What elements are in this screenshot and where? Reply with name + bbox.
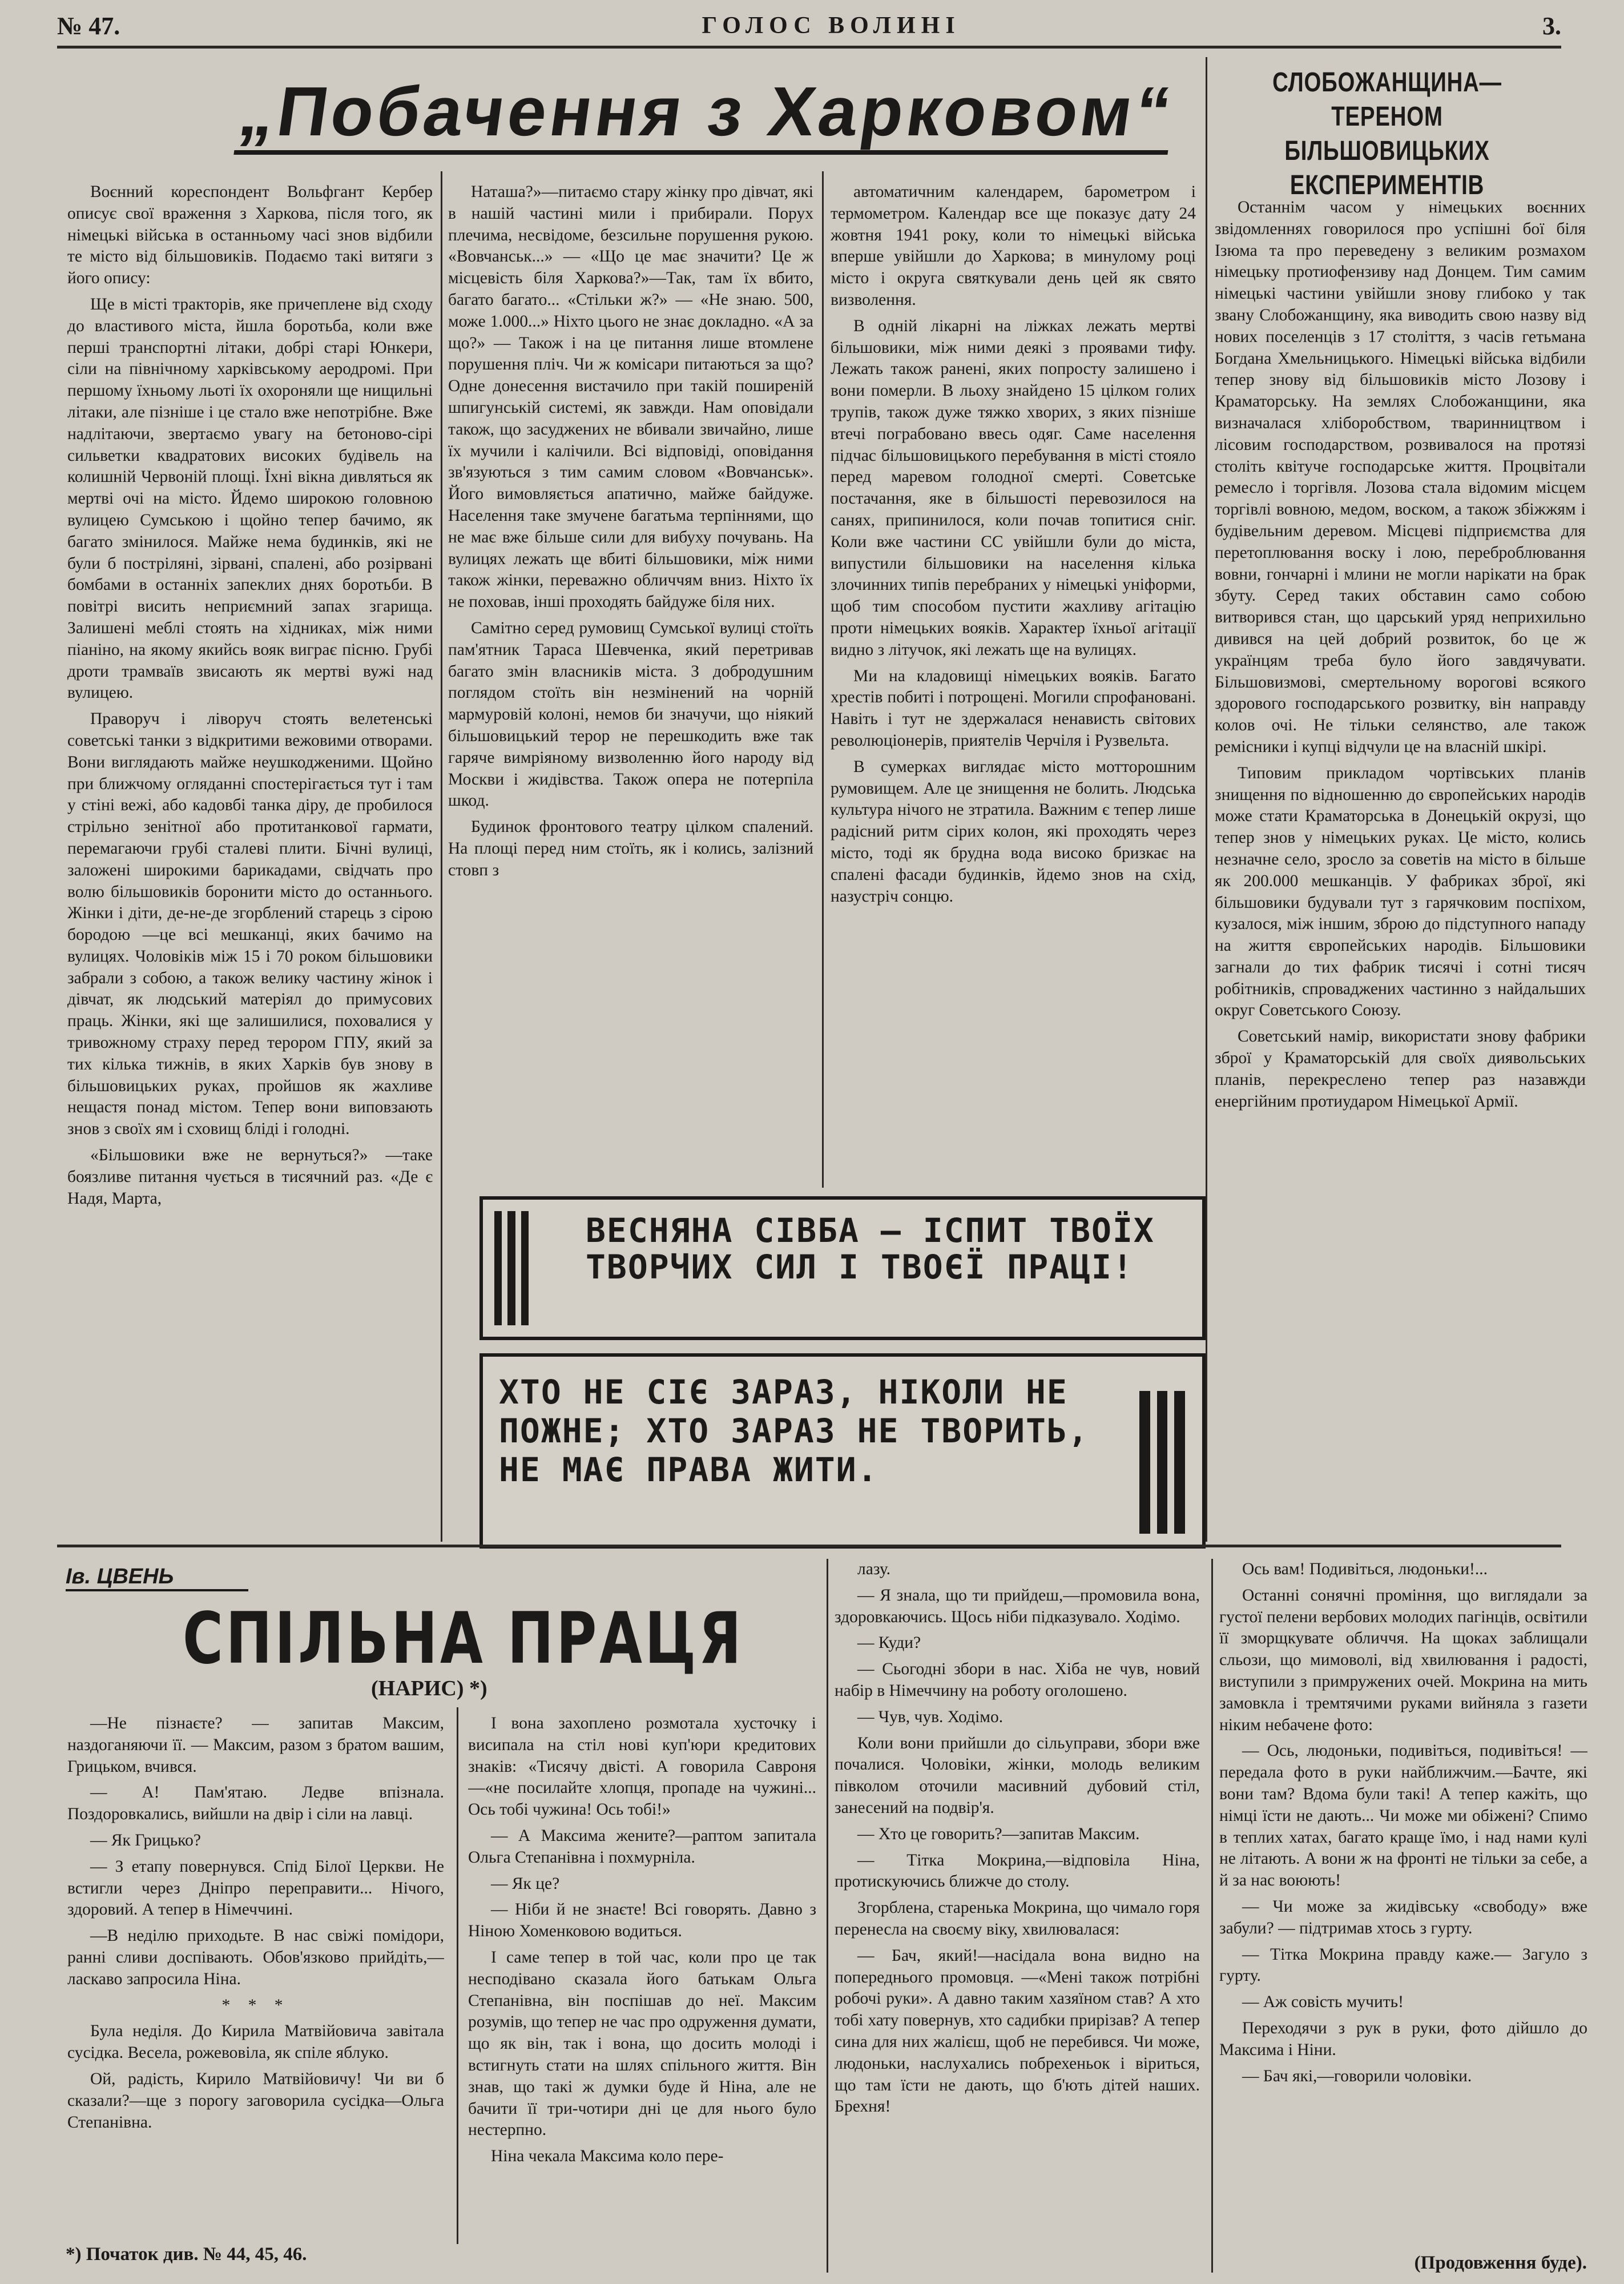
side-article-body [1215,197,1586,1542]
main-article-paragraph: Ми на кладовищі німецьких вояків. Багато хрестів побиті і потрощені. Могили спрофановані. Навіть і тут не здержалася ненависть світових революціонерів, приятелів Черчіля і Рузвельта. [831,666,1196,750]
story-author: Ів. ЦВЕНЬ [66,1565,248,1591]
story-paragraph: — Ось, людоньки, подивіться, подивіться! — передала фото в руки найближчим.—Бачте, які вони там? Вдома були такі! А тепер кажіть, що німці їсти не дають... Чи може ми обіжені? Спимо в теплих хатах, багато краще їмо, і над нами кулі не літають. А вони ж на фронті не тільки за себе, а й за нас воюють! [1219,1742,1587,1890]
main-article-paragraph: Праворуч і ліворуч стоять велетенські советські танки з відкритими вежовими отворами. Вони виглядають майже неушкодженими. Щойно при ближчому огляданні спостерігається тут і там у стіні вежі, або кадовбі танка діру, де пробилося стрільно зенітної або протитанкової гармати, перемагаючи грубі сталеві плити. Бічні вулиці, заложені широкими барикадами, свідчать про волю більшовиків боронити місто до останнього. Жінки і діти, де-не-де згорблений старець з сірою бородою —це всі мешканці, яких бачимо на вулицях. Чоловіків між 15 і 70 роком більшовики забрали з собою, а також велику частину жінок і дівчат, як людський матеріял до примусових праць. Жінки, які ще залишилися, поховалися у тривожному страху перед терором ГПУ, який за тих кілька тижнів, в яких Харків був знову в більшовицьких руках, пройшов як жахливе нещастя понад містом. Тепер вони виповзають знов з своїх ям і сховищ бліді і голодні. [67,710,433,1139]
story-paragraph: — Чув, чув. Ходімо. [857,1707,1004,1726]
story-paragraph: * * * [221,1996,290,2014]
main-article-column-3 [831,182,1196,1175]
story-paragraph: Ніна чекала Максима коло пере- [491,2147,724,2166]
story-column-2 [468,1713,816,2273]
main-article-paragraph: Наташа?»—питаємо стару жінку про дівчат, які в нашій частині мили і прибирали. Порух плечима, несвідоме, безсильне порушення рукою. «Вовчанськ...» — «Що це має значити? Це ж місцевість біля Харкова?»—Так, там їх вбито, багато багато... «Стільки ж?» — «Не знаю. 500, може 1.000...» Ніхто цього не знає докладно. «А за що?» — Також і на це питання лише втомлене порушення пліч. Чи ж комісари питаються за що? Одне донесення вистачило при такій поширеній шпигунській системі, як завжди. Нам оповідали також, що засуджених не вбивали звичайно, лише їх мучили і калічили. Всі відповіді, оповідання зв'язуються з тим самим словом «Вовчанськ». Його вимовляється апатично, майже байдуже. Населення таке змучене багатьма терпіннями, що не має вже більше сили для вибуху почувань. На вулицях лежать ще вбиті більшовики, між ними також жінки, переважно обличчям вниз. Ніхто їх не поховав, інші проходять байдуже біля них. [448,183,813,612]
main-article-paragraph: «Більшовики вже не вернуться?» —таке боязливе питання чується в тисячний раз. «Де є Надя, Марта, [67,1146,433,1208]
story-paragraph: — Сьогодні збори в нас. Хіба не чув, новий набір в Німеччину на роботу оголошено. [835,1660,1200,1700]
story-column-4 [1219,1559,1587,2244]
main-article-paragraph: Воєнний кореспондент Вольфгант Кербер описує свої враження з Харкова, після того, як німецькі війська в останньому часі знов відбили те місто від більшовиків. Подаємо такі витяги з його опису: [67,183,433,288]
main-article-paragraph: автоматичним календарем, барометром і термометром. Календар все ще показує дату 24 жовтня 1941 року, коли то німецькі війська вперше увійшли до Харкова; в минулому році місто і округа святкували день цей як свято визволення. [831,183,1196,309]
slogan-box-spring-sowing [479,1196,1206,1340]
issue-number: № 47. [57,11,120,40]
story-paragraph: І саме тепер в той час, коли про це так несподівано сказала його батькам Ольга Степанівна, він поспішав до неї. Максим розумів, що тепер не час про одруження думати, що як він, так і вона, що досить молоді і встигнуть стати на шлях спільного життя. Він знав, що такі ж думки буде й Ніна, але не бачити її три-чотири дні це для нього було нестерпно. [468,1948,816,2140]
story-paragraph: Коли вони прийшли до сільуправи, збори вже почалися. Чоловіки, жінки, молодь великим півколом оточили масивний дубовий стіл, занесений на подвір'я. [835,1734,1200,1817]
story-subtitle: (НАРИС) *) [371,1676,487,1700]
story-paragraph: Ой, радість, Кирило Матвійовичу! Чи ви б сказали?—ще з порогу заговорила сусідка—Ольга Степанівна. [67,2069,444,2132]
main-article-paragraph: Ще в місті тракторів, яке причеплене від сходу до властивого міста, йшла боротьба, коли вже перші транспортні літаки, добрі старі Юнкери, сіли на північному харківському аеродромі. При першому їхньому льоті їх охороняли ще нищильні літаки, але пізніше і це стало вже непотрібне. Вже надлітаючи, звертаємо увагу на бетоново-сірі сильветки квадратових високих будівель на колишній Червоній площі. Їхні вікна дивляться як мертві очі на місто. Йдемо широкою головною вулицею Сумською і щойно тепер бачимо, як багато змінилося. Майже нема будинків, які не були б постріляні, зірвані, спалені, або розірвані бомбами в останніх запеклих днях боротьби. В повітрі висить неприємний запах згарища. Залишені меблі стоять на хідниках, між ними піаніно, на якому якийсь вояк виграє пісню. Грубі дроти трамваїв звисають як мертві вужі над вулицею. [67,295,433,702]
story-paragraph: — Куди? [857,1634,921,1652]
side-article-paragraph: Типовим прикладом чортівських планів знищення по відношенню до європейських народів може стати Краматорська в Донецькій окрузі, що тепер знов у німецьких руках. Це місто, колись незначне село, зросло за советів на місто в більше як 200.000 мешканців. У фабриках зброї, які більшовики будували тут з гарячковим поспіхом, кузалося, між іншим, зброю до підступного нападу на життя європейських народів. Більшовики загнали до тих фабрик тисячі і сотні тисяч робітників, спроваджених частинно з найдальших округ Советського Союзу. [1215,763,1586,1020]
main-article-paragraph: В одній лікарні на ліжках лежать мертві більшовики, між ними деякі з проявами тифу. Лежать також ранені, яких попросту залишено і вони померли. В льоху знайдено 15 цілком голих трупів, також дуже тяжко хворих, з яких пізніше втечі пограбовано ввесь одяг. Саме населення підчас більшовицького перебування в місті стояло перед маревом голодної смерті. Советське постачання, яке в більшості перевозилося на санях, припинилося, коли почав топитися сніг. Коли вже частини СС увійшли були до міста, випустили більшовики на населення кілька злочинних типів перебраних у німецькі уніформи, щоб тим способом пустити жахливу агітацію проти німецьких вояків. Характер їхньої агітації видно з літучок, які лежать ще на вулицях. [831,316,1196,659]
story-paragraph: — Як Грицько? [90,1831,201,1849]
story-paragraph: — Чи може за жидівську «свободу» вже забули? — підтримав хтось з гурту. [1219,1897,1587,1937]
column-divider [1206,57,1207,1542]
decorative-bars [494,1211,529,1325]
story-column-3 [835,1559,1200,2273]
column-divider [1211,1559,1213,2273]
slogan-text-2: ХТО НЕ СІЄ ЗАРАЗ, НІКОЛИ НЕ ПОЖНЕ; ХТО ЗАРАЗ НЕ ТВОРИТЬ, НЕ МАЄ ПРАВА ЖИТИ. [499,1373,1089,1489]
column-divider [827,1559,828,2273]
story-paragraph: — Бач, який!—насідала вона видно на попереднього промовця. —«Мені також потрібні робочі руки». А давно таким хазяїном став? А хто тобі хату повернув, хто садибки прирізав? А тепер сина для них жалієш, щоб не перебився. Чи може, людоньки, наслухались побрехеньок і віриться, що там їсти не дають, що б'ють дітей наших. Брехня! [835,1946,1200,2116]
story-paragraph: — Бач які,—говорили чоловіки. [1242,2066,1472,2085]
main-headline: „Побачення з Харковом“ [233,66,1045,157]
story-paragraph: — Тітка Мокрина,—відповіла Ніна, протискуючись ближче до столу. [835,1851,1200,1891]
story-paragraph: Була неділя. До Кирила Матвійовича завітала сусідка. Весела, рожевовіла, як спіле яблуко. [67,2022,444,2062]
main-article-paragraph: Самітно серед румовищ Сумської вулиці стоїть пам'ятник Тараса Шевченка, який перетривав багато змін власників міста. З добродушним поглядом стоїть він незмінений на чорній мармуровій колоні, немов би значучи, що ніякий більшовицький терор не перешкодить вже так гаряче вимріяному визволенню його народу від Москви і жидівства. Також опера не потерпіла шкод. [448,618,813,810]
story-footnote: *) Початок див. № 44, 45, 46. [66,2244,307,2265]
story-paragraph: — Тітка Мокрина правду каже.— Загуло з гурту. [1219,1945,1587,1985]
story-paragraph: Переходячи з рук в руки, фото дійшло до Максима і Ніни. [1219,2018,1587,2059]
column-divider [822,171,824,1188]
story-paragraph: —Не пізнаєте? — запитав Максим, наздоганяючи її. — Максим, разом з братом вашим, Грицьком, вчився. [67,1714,444,1776]
story-paragraph: — А Максима жените?—раптом запитала Ольга Степанівна і похмурніла. [468,1826,816,1867]
story-paragraph: — З етапу повернувся. Спід Білої Церкви. Не встигли через Дніпро переправити... Нічого, здоровий. А тепер в Німеччині. [67,1857,444,1919]
slogan-box-who-does-not-sow [479,1353,1206,1549]
main-article-paragraph: Будинок фронтового театру цілком спалений. На площі перед ним стоїть, як і колись, залізний стовп з [448,818,813,879]
side-article-paragraph: Советський намір, використати знову фабрики зброї у Краматорській для своїх диявольських планів, перекреслено тепер раз назавжди енергійним протиударом Німецької Армії. [1215,1027,1586,1111]
paper-name: ГОЛОС ВОЛИНІ [702,13,961,39]
story-continued: (Продовження буде). [1414,2253,1587,2273]
masthead [57,6,1561,49]
story-paragraph: Ось вам! Подивіться, людоньки!... [1242,1560,1488,1578]
section-divider [57,1545,1561,1547]
main-article-paragraph: В сумерках виглядає місто мотторошним румовищем. Але це знищення не болить. Людська культура нічого не зтратила. Важним є тепер лише радісний ритм сірих колон, які проходять через місто, тоді як брудна вода високо бризкає на спалені фасади будинків, йдемо знов на схід, назустріч сонцю. [831,757,1196,906]
main-article-column-2 [448,182,813,1175]
decorative-bars [1139,1391,1185,1534]
story-paragraph: І вона захоплено розмотала хусточку і висипала на стіл нові куп'юри кредитових знаків: «Тисячу двісті. А говорила Савроня—«не посилайте хлопця, пропаде на чужині... Ось тобі чужина! Ось тобі!» [468,1714,816,1819]
story-paragraph: — Хто це говорить?—запитав Максим. [857,1824,1140,1843]
story-paragraph: — Я знала, що ти прийдеш,—промовила вона, здоровкаючись. Щось ніби підказувало. Ходімо. [835,1586,1200,1626]
story-paragraph: — А! Пам'ятаю. Ледве впізнала. Поздоровкались, вийшли на двір і сіли на лавці. [67,1783,444,1824]
story-paragraph: Згорблена, старенька Мокрина, що чимало горя перенесла на своєму віку, хвилювалася: [835,1899,1200,1939]
story-column-1 [67,1713,444,2238]
column-divider [457,1707,458,2244]
column-divider [441,171,442,1542]
slogan-text-1: ВЕСНЯНА СІВБА — ІСПИТ ТВОЇХ ТВОРЧИХ СИЛ І ТВОЄЇ ПРАЦІ! [586,1211,1155,1286]
story-paragraph: Останні сонячні проміння, що виглядали за густої пелени вербових молодих пагінців, освітили її зморщкувате обличчя. На щоках заблищали сльози, що мимоволі, від хвилювання і радості, виступили з примружених очей. Мокрина на мить замовкла і тремтячими руками вийняла з газети ніким небачене фото: [1219,1586,1587,1734]
main-article-column-1 [67,182,433,1541]
page-number: 3. [1542,11,1561,40]
story-paragraph: — Аж совість мучить! [1242,1993,1404,2012]
story-paragraph: лазу. [857,1560,891,1578]
story-paragraph: —В неділю приходьте. В нас свіжі помідори, ранні сливи доспівають. Обов'язково прийдіть,—ласкаво запросила Ніна. [67,1927,444,1988]
story-title: СПІЛЬНА ПРАЦЯ [183,1598,744,1680]
story-paragraph: — Як це? [491,1874,560,1893]
side-headline: СЛОБОЖАНЩИНА—ТЕРЕНОМ БІЛЬШОВИЦЬКИХ ЕКСПЕРИМЕНТІВ [1272,67,1502,200]
side-article-paragraph: Останнім часом у німецьких воєнних звідомленнях говорилося про успішні бої біля Ізюма та про переведену з великим розмахом німецьку протиофензиву над Донцем. Тим самим німецькі частини увійшли знову глибоко у так звану Слобожанщину, яка виводить свою назву від нових поселенців з 17 століття, з часів гетьмана Богдана Хмельницького. Німецькі війська відбили тепер знову від більшовиків місто Лозову і Краматорську. На землях Слобожанщини, яка визначалася хліборобством, тваринництвом і лісовим господарством, розвивалося на протязі століть квітуче господарське життя. Процвітали ремесло і торгівля. Лозова стала відомим місцем торгівлі вовною, медом, воском, а також збіжжям і будівельним деревом. Місцеві підприємства для перетоплювання воску і лою, переброблювання вовни, гончарні і млини не могли нарікати на брак збуту. Серед таких обставин само собою витворився стан, що царський уряд неприхильно дивився на цей добрий розвиток, бо це ж українцям треба було його завдячувати. Більшовизмові, смертельному ворогові всякого здорового господарського розвитку, він направду колов очі. Не тільки селянство, але також ремісники і купці відчули це на власній шкірі. [1215,198,1586,756]
story-paragraph: — Ніби й не знаєте! Всі говорять. Давно з Ніною Хоменковою водиться. [468,1900,816,1941]
